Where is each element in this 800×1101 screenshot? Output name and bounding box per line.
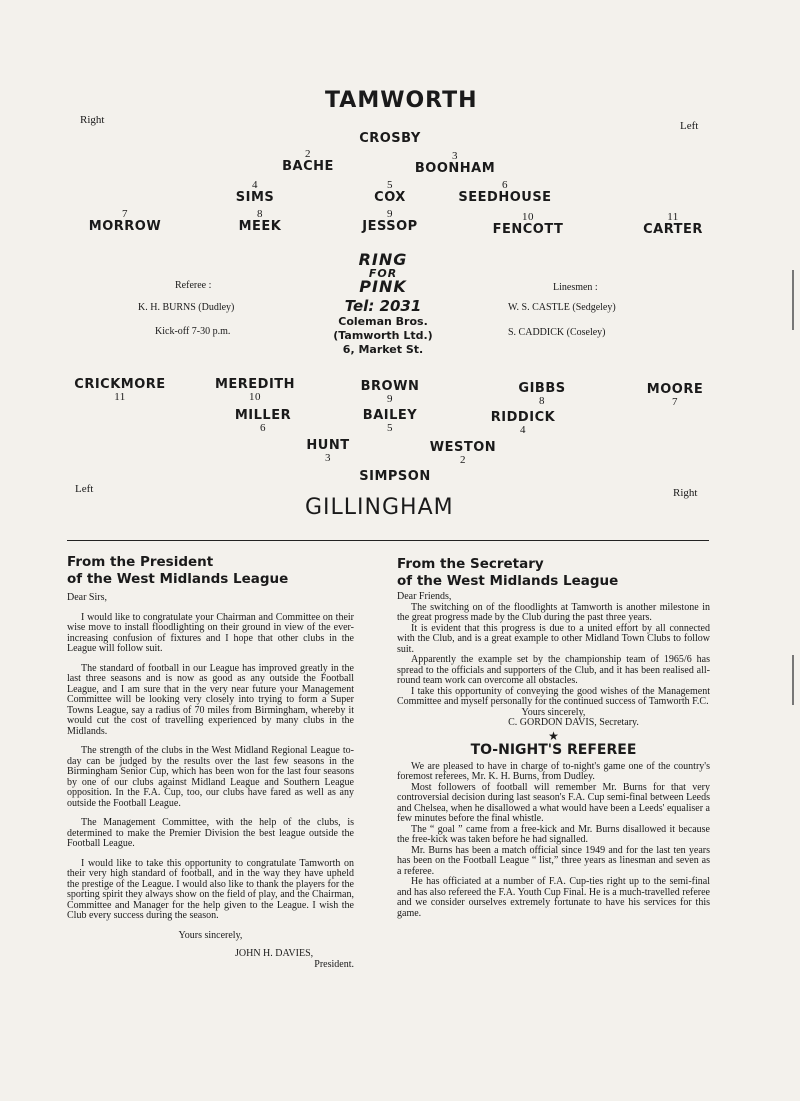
advert-line-3: PINK	[359, 277, 407, 296]
player-simpson: SIMPSON	[359, 469, 431, 484]
advert-telephone: Tel: 2031	[344, 297, 422, 315]
secretary-signature: C. GORDON DAVIS, Secretary.	[508, 717, 639, 728]
linesmen-label: Linesmen :	[553, 282, 598, 293]
president-paragraph: The standard of football in our League has improved greatly in the last three seasons and is now as good as any outside the Football League, and I am sure that in the very near future your Management Committee will be looking very closely into trying to form a Super Towns League, say a radius of 70 miles from Birmingham, whereby it would cut the cost of travelling experienced by many clubs in the Midlands.	[67, 662, 354, 737]
referee-paragraph: He has officiated at a number of F.A. Cup-ties right up to the semi-final and has also refereed the F.A. Youth Cup Final. He is a much-travelled referee and we consider ourselves extremely fortunate to have his services for this game.	[397, 876, 710, 919]
player-bache: 2 BACHE	[282, 148, 334, 174]
secretary-salutation: Dear Friends,	[397, 591, 452, 602]
president-paragraph: The strength of the clubs in the West Midland Regional League to-day can be judged by the results over the last few seasons in the Birmingham Senior Cup, which has been won for the last four seasons by one of our clubs against Midland League and Southern League opposition. In the F.A. Cup, too, our clubs have fared as well as any outside the Football League.	[67, 745, 354, 809]
bottom-right-label: Right	[673, 487, 698, 499]
president-paragraph: I would like to congratulate your Chairman and Committee on their wise move to install floodlighting on their ground in view of the ever-increasing confusion of fixtures and I hope that other clubs in the League will follow suit.	[67, 611, 354, 654]
player-hunt: HUNT 3	[306, 438, 350, 464]
ring-for-pink-advert	[318, 252, 448, 357]
president-signature: JOHN H. DAVIES,	[235, 948, 314, 959]
player-meredith: MEREDITH 10	[214, 377, 296, 403]
player-seedhouse: 6 SEEDHOUSE	[458, 179, 552, 205]
president-paragraph: The Management Committee, with the help of the clubs, is determined to make the Premier Division the best league outside the Football League.	[67, 817, 354, 849]
advert-line-1: RING	[358, 250, 408, 269]
secretary-paragraph: The switching on of the floodlights at Tamworth is another milestone in the great progress made by the Club during the past three years.	[397, 601, 710, 623]
player-weston: WESTON 2	[429, 440, 497, 466]
player-miller: MILLER 6	[234, 408, 292, 434]
kickoff-time: Kick-off 7-30 p.m.	[155, 326, 231, 337]
president-title: President.	[314, 958, 354, 970]
player-crosby: CROSBY	[359, 131, 421, 146]
player-sims: 4 SIMS	[235, 179, 275, 205]
page-edge-mark	[792, 655, 794, 705]
player-crickmore: CRICKMORE 11	[74, 377, 166, 403]
advert-line-6: 6, Market St.	[342, 343, 424, 356]
player-gibbs: GIBBS 8	[518, 381, 566, 407]
referee-article-heading: TO-NIGHT'S REFEREE	[470, 742, 637, 758]
player-bailey: BAILEY 5	[362, 408, 418, 434]
divider-rule	[67, 540, 709, 541]
player-meek: 8 MEEK	[238, 208, 282, 234]
player-jessop: 9 JESSOP	[362, 208, 418, 234]
referee-label: Referee :	[175, 280, 212, 291]
referee-paragraph: The “ goal ” came from a free-kick and Mr. Burns disallowed it because the free-kick was taken before he had signalled.	[397, 823, 710, 845]
president-heading-2: of the West Midlands League	[67, 571, 289, 587]
right-label: Right	[80, 114, 105, 126]
player-riddick: RIDDICK 4	[490, 410, 556, 436]
home-team-name: TAMWORTH	[325, 88, 478, 113]
player-cox: 5 COX	[374, 179, 406, 205]
advert-line-2: FOR	[368, 267, 398, 280]
president-paragraph: I would like to take this opportunity to congratulate Tamworth on their very high standard of football, and in the way they have upheld the prestige of the League. I would also like to thank the players for the sporting spirit they always show on the field of play, and the Chairman, Committee and Manager for the help given to the League. I wish the Club every success during the season.	[67, 857, 354, 921]
referee-paragraph: Mr. Burns has been a match official since 1949 and for the last ten years has been on the Football League “ list,” three years as linesman and seven as a referee.	[397, 844, 710, 877]
player-carter: 11 CARTER	[643, 211, 703, 237]
referee-name: K. H. BURNS (Dudley)	[138, 302, 235, 313]
page-edge-mark	[792, 270, 794, 330]
secretary-paragraph: I take this opportunity of conveying the good wishes of the Management Committee and myself personally for the continued success of Tamworth F.C.	[397, 685, 710, 707]
player-moore: MOORE 7	[646, 382, 704, 408]
player-fencott: 10 FENCOTT	[492, 211, 564, 237]
secretary-letter	[397, 556, 710, 919]
secretary-paragraph: Apparently the example set by the championship team of 1965/6 has spread to the officials and supporters of the Club, and it has been realised all-round team work can overcome all obstacles.	[397, 654, 710, 686]
linesman-2: S. CADDICK (Coseley)	[508, 327, 606, 338]
referee-paragraph: We are pleased to have in charge of to-night's game one of the country's foremost referees, Mr. K. H. Burns, from Dudley.	[397, 760, 710, 782]
away-team-name: GILLINGHAM	[305, 495, 454, 520]
president-letter	[67, 554, 354, 970]
star-icon: ★	[548, 728, 559, 743]
player-brown: BROWN 9	[360, 379, 420, 405]
president-closing: Yours sincerely,	[178, 929, 243, 941]
secretary-heading-1: From the Secretary	[397, 556, 544, 572]
president-salutation: Dear Sirs,	[67, 592, 107, 603]
player-boonham: 3 BOONHAM	[414, 150, 496, 176]
left-label: Left	[680, 120, 699, 132]
linesman-1: W. S. CASTLE (Sedgeley)	[508, 302, 616, 313]
president-heading-1: From the President	[67, 554, 214, 570]
bottom-left-label: Left	[75, 483, 94, 495]
player-morrow: 7 MORROW	[88, 208, 162, 234]
secretary-closing: Yours sincerely,	[521, 706, 586, 718]
referee-paragraph: Most followers of football will remember Mr. Burns for that very controversial decision during last season's F.A. Cup semi-final between Leeds and Chelsea, when he disallowed a what would have been a Leeds' equaliser a few minutes before the final whistle.	[397, 781, 710, 824]
advert-line-5: (Tamworth Ltd.)	[333, 329, 433, 342]
secretary-heading-2: of the West Midlands League	[397, 573, 619, 589]
advert-line-4: Coleman Bros.	[338, 315, 428, 328]
secretary-paragraph: It is evident that this progress is due to a united effort by all connected with the Club, and is a great example to other Midland Town Clubs to follow suit.	[397, 622, 710, 655]
